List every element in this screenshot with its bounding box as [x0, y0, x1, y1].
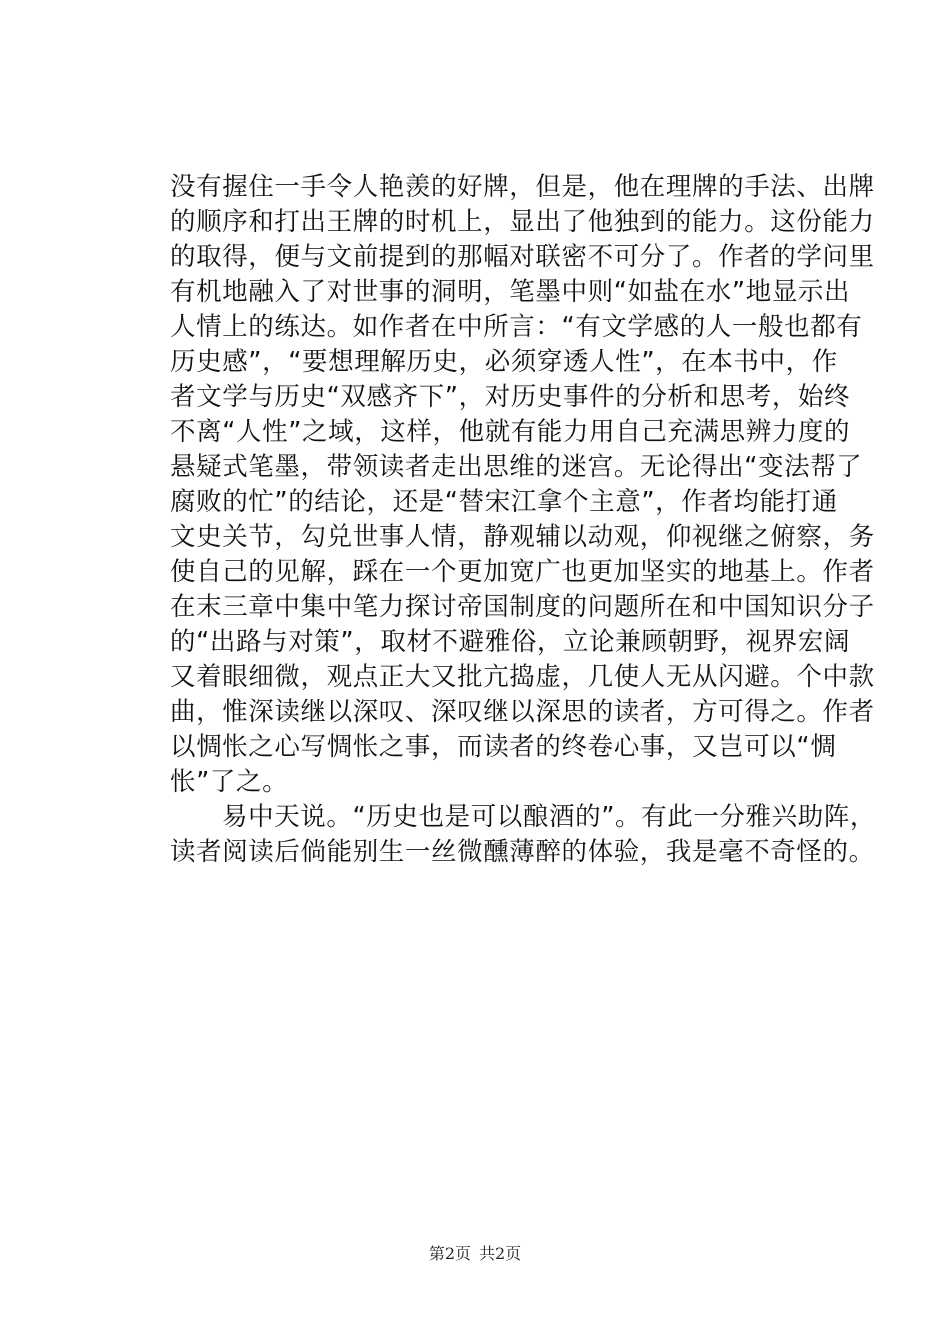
- text-line: 又着眼细微，观点正大又批亢捣虚，几使人无从闪避。个中款: [170, 662, 875, 692]
- page-total: 共2页: [479, 1244, 522, 1263]
- text-line: 不离“人性”之域，这样，他就有能力用自己充满思辨力度的: [170, 417, 851, 447]
- text-line: 的取得，便与文前提到的那幅对联密不可分了。作者的学问里: [170, 242, 875, 272]
- text-line: 历史感”，“要想理解历史，必须穿透人性”，在本书中，作: [170, 347, 838, 377]
- text-line: 曲，惟深读继以深叹、深叹继以深思的读者，方可得之。作者: [170, 697, 875, 727]
- text-line: 读者阅读后倘能别生一丝微醺薄醉的体验，我是毫不奇怪的。: [170, 837, 875, 867]
- text-line: 在末三章中集中笔力探讨帝国制度的问题所在和中国知识分子: [170, 592, 875, 622]
- text-line: 腐败的忙”的结论，还是“替宋江拿个主意”，作者均能打通: [170, 487, 838, 517]
- text-line: 没有握住一手令人艳羡的好牌，但是，他在理牌的手法、出牌: [170, 172, 875, 202]
- text-line: 使自己的见解，踩在一个更加宽广也更加坚实的地基上。作者: [170, 557, 875, 587]
- text-line: 的“出路与对策”，取材不避雅俗，立论兼顾朝野，视界宏阔: [170, 627, 851, 657]
- paragraph-start-line: 易中天说。“历史也是可以酿酒的”。有此一分雅兴助阵，: [222, 802, 877, 832]
- text-line: 者文学与历史“双感齐下”，对历史事件的分析和思考，始终: [170, 382, 851, 412]
- body-text: [170, 170, 877, 870]
- text-line: 文史关节，勾兑世事人情，静观辅以动观，仰视继之俯察，务: [170, 522, 875, 552]
- text-line: 有机地融入了对世事的洞明，笔墨中则“如盐在水”地显示出: [170, 277, 851, 307]
- text-line: 以惆怅之心写惆怅之事，而读者的终卷心事，又岂可以“惆: [170, 732, 837, 762]
- text-line: 的顺序和打出王牌的时机上，显出了他独到的能力。这份能力: [170, 207, 875, 237]
- page-number: 第2页: [428, 1244, 471, 1263]
- text-line: 怅”了之。: [170, 767, 289, 797]
- page-footer: [0, 1244, 950, 1264]
- text-line: 人情上的练达。如作者在中所言：“有文学感的人一般也都有: [170, 312, 863, 342]
- text-line: 悬疑式笔墨，带领读者走出思维的迷宫。无论得出“变法帮了: [170, 452, 863, 482]
